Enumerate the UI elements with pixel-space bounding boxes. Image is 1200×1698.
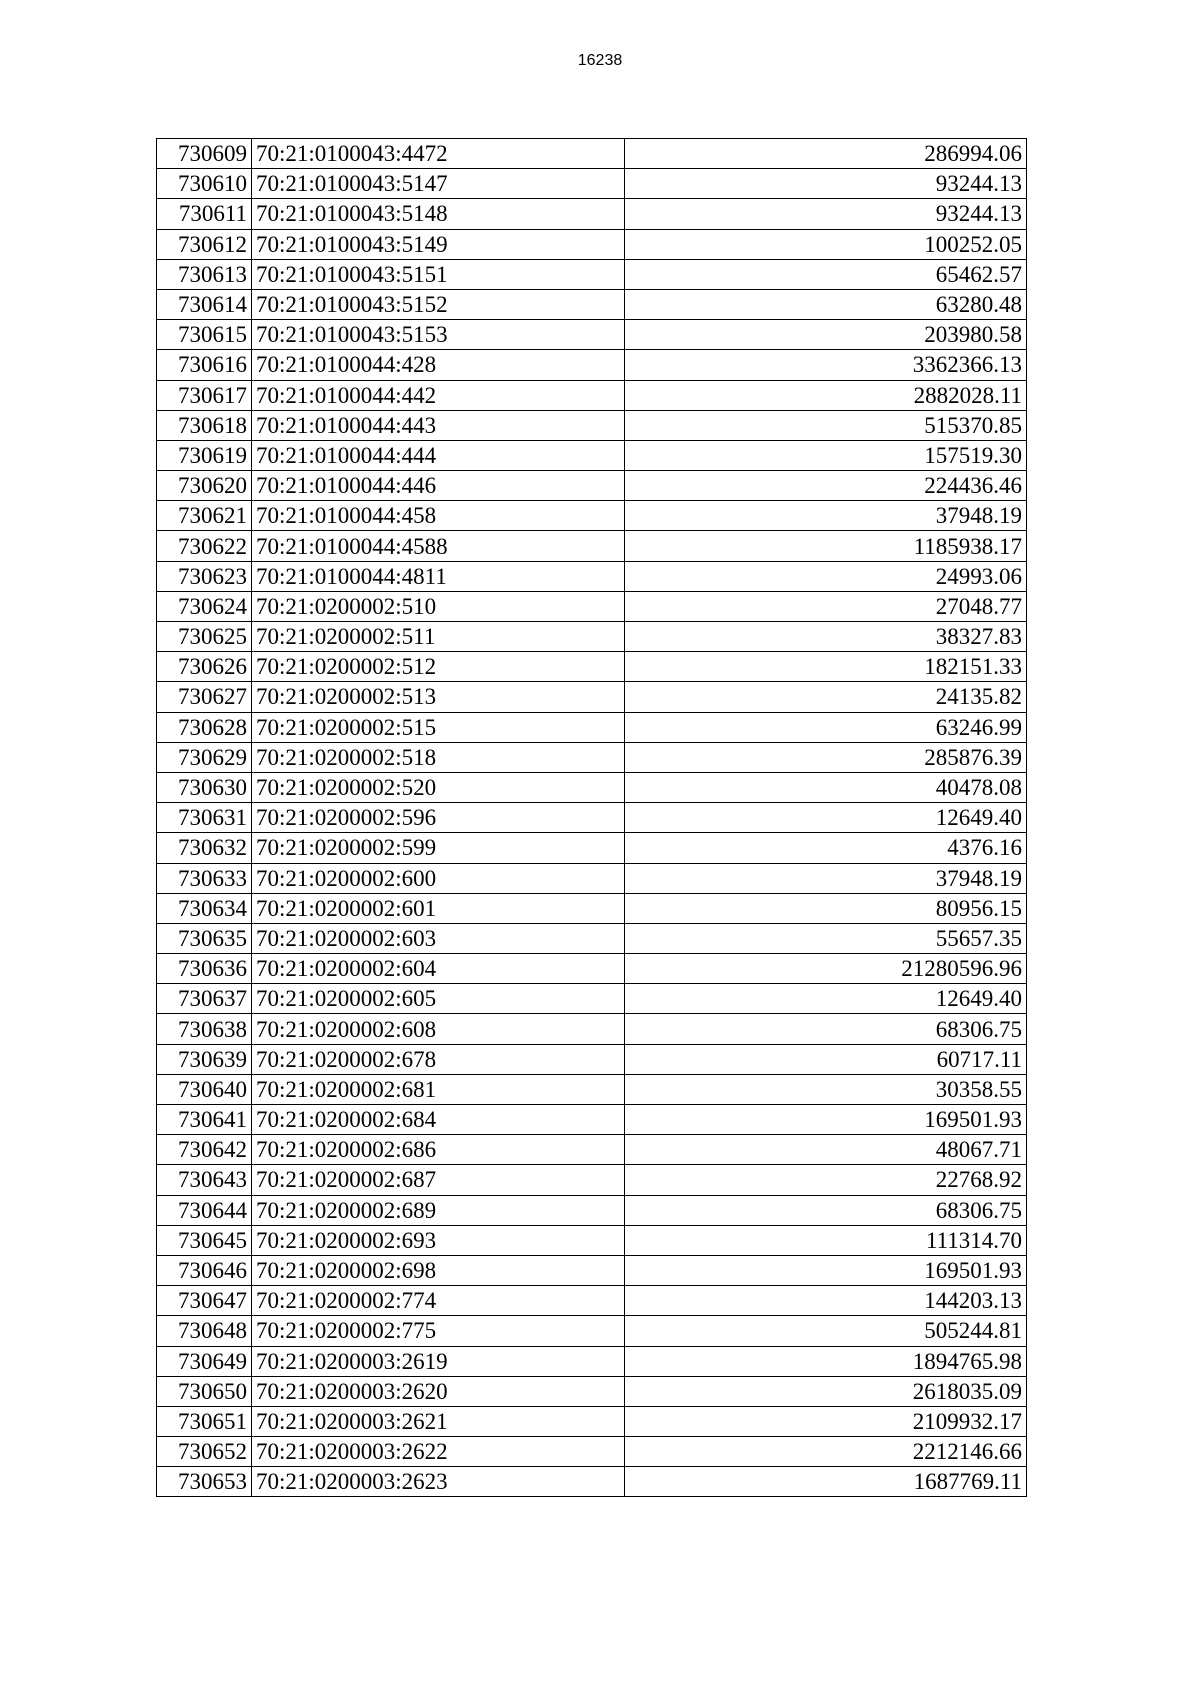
cadastral-value-cell: 286994.06 bbox=[625, 139, 1027, 169]
row-number-cell: 730645 bbox=[157, 1225, 252, 1255]
row-number-cell: 730609 bbox=[157, 139, 252, 169]
table-row bbox=[157, 772, 1027, 802]
row-number-cell: 730610 bbox=[157, 169, 252, 199]
row-number-cell: 730614 bbox=[157, 289, 252, 319]
cadastral-number-cell: 70:21:0200003:2623 bbox=[252, 1467, 625, 1497]
cadastral-value-cell: 12649.40 bbox=[625, 984, 1027, 1014]
cadastral-value-cell: 38327.83 bbox=[625, 622, 1027, 652]
row-number-cell: 730642 bbox=[157, 1135, 252, 1165]
cadastral-number-cell: 70:21:0100043:5147 bbox=[252, 169, 625, 199]
cadastral-number-cell: 70:21:0200002:608 bbox=[252, 1014, 625, 1044]
table-row bbox=[157, 742, 1027, 772]
cadastral-number-cell: 70:21:0200002:520 bbox=[252, 772, 625, 802]
cadastral-number-cell: 70:21:0200002:601 bbox=[252, 893, 625, 923]
table-row bbox=[157, 350, 1027, 380]
cadastral-number-cell: 70:21:0100044:443 bbox=[252, 410, 625, 440]
cadastral-number-cell: 70:21:0200002:686 bbox=[252, 1135, 625, 1165]
cadastral-value-cell: 65462.57 bbox=[625, 259, 1027, 289]
table-row bbox=[157, 440, 1027, 470]
cadastral-value-table bbox=[156, 138, 1027, 1497]
cadastral-value-cell: 157519.30 bbox=[625, 440, 1027, 470]
cadastral-number-cell: 70:21:0200002:599 bbox=[252, 833, 625, 863]
cadastral-number-cell: 70:21:0100043:5148 bbox=[252, 199, 625, 229]
table-row bbox=[157, 1255, 1027, 1285]
row-number-cell: 730616 bbox=[157, 350, 252, 380]
row-number-cell: 730637 bbox=[157, 984, 252, 1014]
cadastral-number-cell: 70:21:0100043:5149 bbox=[252, 229, 625, 259]
cadastral-number-cell: 70:21:0100044:442 bbox=[252, 380, 625, 410]
row-number-cell: 730615 bbox=[157, 320, 252, 350]
cadastral-number-cell: 70:21:0200002:510 bbox=[252, 591, 625, 621]
row-number-cell: 730621 bbox=[157, 501, 252, 531]
cadastral-number-cell: 70:21:0200002:511 bbox=[252, 622, 625, 652]
table-row bbox=[157, 501, 1027, 531]
cadastral-number-cell: 70:21:0100044:4811 bbox=[252, 561, 625, 591]
table-row bbox=[157, 863, 1027, 893]
cadastral-value-cell: 68306.75 bbox=[625, 1014, 1027, 1044]
page-number: 16238 bbox=[577, 52, 623, 69]
table-row bbox=[157, 1467, 1027, 1497]
row-number-cell: 730612 bbox=[157, 229, 252, 259]
cadastral-value-cell: 1894765.98 bbox=[625, 1346, 1027, 1376]
table-row bbox=[157, 1286, 1027, 1316]
cadastral-number-cell: 70:21:0200002:596 bbox=[252, 803, 625, 833]
cadastral-value-cell: 55657.35 bbox=[625, 923, 1027, 953]
cadastral-value-cell: 515370.85 bbox=[625, 410, 1027, 440]
cadastral-value-cell: 60717.11 bbox=[625, 1044, 1027, 1074]
table-row bbox=[157, 199, 1027, 229]
table-row bbox=[157, 1316, 1027, 1346]
cadastral-value-cell: 24993.06 bbox=[625, 561, 1027, 591]
table-row bbox=[157, 1406, 1027, 1436]
cadastral-number-cell: 70:21:0200002:605 bbox=[252, 984, 625, 1014]
table-row bbox=[157, 1376, 1027, 1406]
cadastral-number-cell: 70:21:0200002:689 bbox=[252, 1195, 625, 1225]
row-number-cell: 730613 bbox=[157, 259, 252, 289]
table-row bbox=[157, 531, 1027, 561]
row-number-cell: 730626 bbox=[157, 652, 252, 682]
row-number-cell: 730636 bbox=[157, 954, 252, 984]
cadastral-value-cell: 111314.70 bbox=[625, 1225, 1027, 1255]
table-row bbox=[157, 320, 1027, 350]
cadastral-number-cell: 70:21:0200002:684 bbox=[252, 1105, 625, 1135]
cadastral-number-cell: 70:21:0200003:2622 bbox=[252, 1437, 625, 1467]
row-number-cell: 730643 bbox=[157, 1165, 252, 1195]
table-row bbox=[157, 1346, 1027, 1376]
cadastral-value-cell: 1185938.17 bbox=[625, 531, 1027, 561]
cadastral-value-cell: 93244.13 bbox=[625, 169, 1027, 199]
row-number-cell: 730647 bbox=[157, 1286, 252, 1316]
row-number-cell: 730644 bbox=[157, 1195, 252, 1225]
row-number-cell: 730648 bbox=[157, 1316, 252, 1346]
table-row bbox=[157, 803, 1027, 833]
table-row bbox=[157, 380, 1027, 410]
row-number-cell: 730630 bbox=[157, 772, 252, 802]
cadastral-value-cell: 2618035.09 bbox=[625, 1376, 1027, 1406]
cadastral-number-cell: 70:21:0100043:5151 bbox=[252, 259, 625, 289]
table-row bbox=[157, 893, 1027, 923]
cadastral-value-cell: 144203.13 bbox=[625, 1286, 1027, 1316]
table-row bbox=[157, 229, 1027, 259]
cadastral-value-cell: 285876.39 bbox=[625, 742, 1027, 772]
cadastral-number-cell: 70:21:0200002:604 bbox=[252, 954, 625, 984]
row-number-cell: 730619 bbox=[157, 440, 252, 470]
cadastral-number-cell: 70:21:0200002:774 bbox=[252, 1286, 625, 1316]
cadastral-number-cell: 70:21:0200002:515 bbox=[252, 712, 625, 742]
table-row bbox=[157, 682, 1027, 712]
cadastral-value-cell: 1687769.11 bbox=[625, 1467, 1027, 1497]
cadastral-number-cell: 70:21:0200002:775 bbox=[252, 1316, 625, 1346]
table-row bbox=[157, 652, 1027, 682]
cadastral-value-cell: 224436.46 bbox=[625, 471, 1027, 501]
cadastral-value-cell: 3362366.13 bbox=[625, 350, 1027, 380]
row-number-cell: 730651 bbox=[157, 1406, 252, 1436]
cadastral-value-cell: 12649.40 bbox=[625, 803, 1027, 833]
row-number-cell: 730628 bbox=[157, 712, 252, 742]
cadastral-number-cell: 70:21:0200002:678 bbox=[252, 1044, 625, 1074]
cadastral-value-cell: 63280.48 bbox=[625, 289, 1027, 319]
row-number-cell: 730649 bbox=[157, 1346, 252, 1376]
cadastral-number-cell: 70:21:0100044:428 bbox=[252, 350, 625, 380]
cadastral-value-cell: 2109932.17 bbox=[625, 1406, 1027, 1436]
row-number-cell: 730611 bbox=[157, 199, 252, 229]
table-body bbox=[157, 139, 1027, 1497]
cadastral-number-cell: 70:21:0100043:4472 bbox=[252, 139, 625, 169]
cadastral-value-cell: 37948.19 bbox=[625, 863, 1027, 893]
cadastral-value-cell: 37948.19 bbox=[625, 501, 1027, 531]
row-number-cell: 730652 bbox=[157, 1437, 252, 1467]
cadastral-value-cell: 169501.93 bbox=[625, 1105, 1027, 1135]
cadastral-number-cell: 70:21:0200002:681 bbox=[252, 1074, 625, 1104]
cadastral-number-cell: 70:21:0200003:2620 bbox=[252, 1376, 625, 1406]
table-row bbox=[157, 1195, 1027, 1225]
row-number-cell: 730631 bbox=[157, 803, 252, 833]
cadastral-value-cell: 80956.15 bbox=[625, 893, 1027, 923]
cadastral-value-cell: 22768.92 bbox=[625, 1165, 1027, 1195]
table-row bbox=[157, 1044, 1027, 1074]
table-row bbox=[157, 471, 1027, 501]
table-row bbox=[157, 139, 1027, 169]
table-row bbox=[157, 1105, 1027, 1135]
row-number-cell: 730627 bbox=[157, 682, 252, 712]
table-row bbox=[157, 1165, 1027, 1195]
cadastral-value-cell: 48067.71 bbox=[625, 1135, 1027, 1165]
cadastral-value-cell: 4376.16 bbox=[625, 833, 1027, 863]
table-row bbox=[157, 712, 1027, 742]
row-number-cell: 730622 bbox=[157, 531, 252, 561]
table-row bbox=[157, 410, 1027, 440]
cadastral-number-cell: 70:21:0200002:600 bbox=[252, 863, 625, 893]
cadastral-value-cell: 24135.82 bbox=[625, 682, 1027, 712]
table-row bbox=[157, 622, 1027, 652]
cadastral-value-cell: 2212146.66 bbox=[625, 1437, 1027, 1467]
cadastral-value-cell: 21280596.96 bbox=[625, 954, 1027, 984]
cadastral-value-cell: 40478.08 bbox=[625, 772, 1027, 802]
cadastral-number-cell: 70:21:0100043:5153 bbox=[252, 320, 625, 350]
row-number-cell: 730617 bbox=[157, 380, 252, 410]
table-row bbox=[157, 1437, 1027, 1467]
table-row bbox=[157, 591, 1027, 621]
row-number-cell: 730640 bbox=[157, 1074, 252, 1104]
cadastral-value-cell: 203980.58 bbox=[625, 320, 1027, 350]
cadastral-value-cell: 68306.75 bbox=[625, 1195, 1027, 1225]
row-number-cell: 730653 bbox=[157, 1467, 252, 1497]
row-number-cell: 730650 bbox=[157, 1376, 252, 1406]
table-row bbox=[157, 923, 1027, 953]
table-row bbox=[157, 954, 1027, 984]
cadastral-value-cell: 182151.33 bbox=[625, 652, 1027, 682]
row-number-cell: 730623 bbox=[157, 561, 252, 591]
cadastral-number-cell: 70:21:0200002:687 bbox=[252, 1165, 625, 1195]
row-number-cell: 730635 bbox=[157, 923, 252, 953]
cadastral-value-cell: 30358.55 bbox=[625, 1074, 1027, 1104]
table-row bbox=[157, 833, 1027, 863]
cadastral-number-cell: 70:21:0100043:5152 bbox=[252, 289, 625, 319]
cadastral-number-cell: 70:21:0200002:693 bbox=[252, 1225, 625, 1255]
cadastral-number-cell: 70:21:0200003:2619 bbox=[252, 1346, 625, 1376]
table-row bbox=[157, 561, 1027, 591]
table-row bbox=[157, 1135, 1027, 1165]
row-number-cell: 730629 bbox=[157, 742, 252, 772]
row-number-cell: 730646 bbox=[157, 1255, 252, 1285]
cadastral-number-cell: 70:21:0200002:518 bbox=[252, 742, 625, 772]
row-number-cell: 730639 bbox=[157, 1044, 252, 1074]
cadastral-number-cell: 70:21:0200002:512 bbox=[252, 652, 625, 682]
row-number-cell: 730620 bbox=[157, 471, 252, 501]
row-number-cell: 730633 bbox=[157, 863, 252, 893]
table-row bbox=[157, 1225, 1027, 1255]
row-number-cell: 730634 bbox=[157, 893, 252, 923]
table-row bbox=[157, 169, 1027, 199]
cadastral-number-cell: 70:21:0200002:603 bbox=[252, 923, 625, 953]
table-row bbox=[157, 984, 1027, 1014]
cadastral-number-cell: 70:21:0200002:513 bbox=[252, 682, 625, 712]
cadastral-value-cell: 169501.93 bbox=[625, 1255, 1027, 1285]
row-number-cell: 730625 bbox=[157, 622, 252, 652]
cadastral-value-cell: 2882028.11 bbox=[625, 380, 1027, 410]
table-row bbox=[157, 1074, 1027, 1104]
cadastral-value-cell: 93244.13 bbox=[625, 199, 1027, 229]
row-number-cell: 730638 bbox=[157, 1014, 252, 1044]
table-row bbox=[157, 259, 1027, 289]
cadastral-value-cell: 100252.05 bbox=[625, 229, 1027, 259]
cadastral-number-cell: 70:21:0100044:4588 bbox=[252, 531, 625, 561]
row-number-cell: 730618 bbox=[157, 410, 252, 440]
table-row bbox=[157, 1014, 1027, 1044]
cadastral-number-cell: 70:21:0100044:446 bbox=[252, 471, 625, 501]
cadastral-number-cell: 70:21:0200003:2621 bbox=[252, 1406, 625, 1436]
cadastral-value-cell: 505244.81 bbox=[625, 1316, 1027, 1346]
row-number-cell: 730632 bbox=[157, 833, 252, 863]
cadastral-number-cell: 70:21:0200002:698 bbox=[252, 1255, 625, 1285]
cadastral-number-cell: 70:21:0100044:444 bbox=[252, 440, 625, 470]
cadastral-number-cell: 70:21:0100044:458 bbox=[252, 501, 625, 531]
cadastral-value-cell: 63246.99 bbox=[625, 712, 1027, 742]
cadastral-value-cell: 27048.77 bbox=[625, 591, 1027, 621]
table-row bbox=[157, 289, 1027, 319]
row-number-cell: 730624 bbox=[157, 591, 252, 621]
row-number-cell: 730641 bbox=[157, 1105, 252, 1135]
